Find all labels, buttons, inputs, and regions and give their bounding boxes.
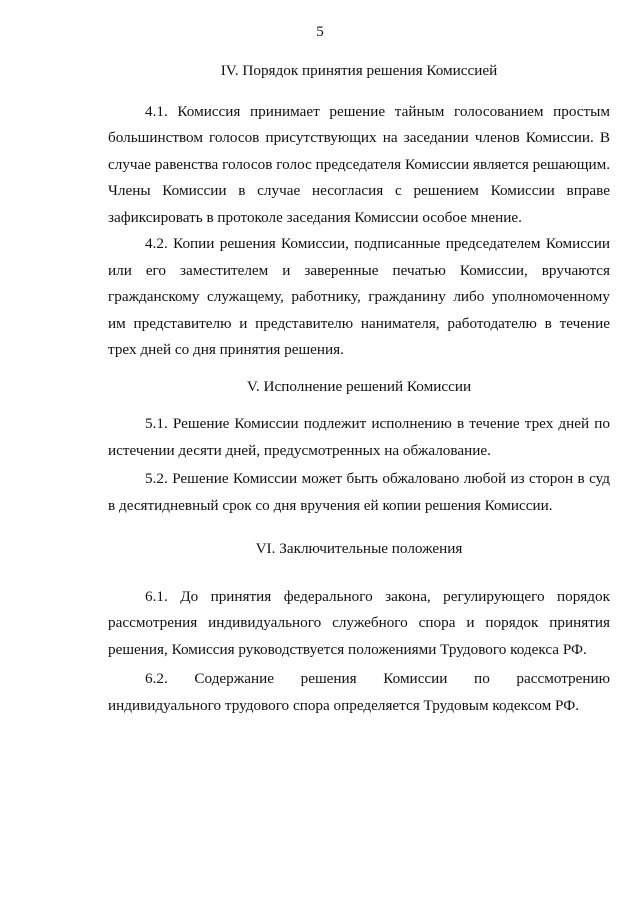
paragraph-4-1: 4.1. Комиссия принимает решение тайным голосованием простым большинством голосов присутствующих на заседании членов Комиссии. В случае равенства голосов голос председателя Комиссии является решающим. Члены Комиссии в случае несогласия с решением Комиссии вправе зафиксировать в протоколе заседания Комиссии особое мнение. <box>108 102 610 226</box>
section-heading-v: V. Исполнение решений Комиссии <box>246 377 472 395</box>
paragraph-6-2: 6.2. Содержание решения Комиссии по рассмотрению индивидуального трудового спора определяется Трудовым кодексом РФ. <box>108 670 610 714</box>
section-heading-vi: VI. Заключительные положения <box>255 540 463 557</box>
page-number: 5 <box>316 24 324 40</box>
section-heading-iv: IV. Порядок принятия решения Комиссией <box>220 62 498 79</box>
paragraph-6-1: 6.1. До принятия федерального закона, регулирующего порядок рассмотрения индивидуального служебного спора и порядок принятия решения, Комиссия руководствуется положениями Трудового кодекса РФ. <box>108 587 610 658</box>
document-body <box>108 58 610 719</box>
paragraph-5-2: 5.2. Решение Комиссии может быть обжаловано любой из сторон в суд в десятидневный срок со дня вручения ей копии решения Комиссии. <box>108 470 610 514</box>
paragraph-4-2: 4.2. Копии решения Комиссии, подписанные председателем Комиссии или его заместителем и заверенные печатью Комиссии, вручаются гражданскому служащему, работнику, гражданину либо уполномоченному им представителю и представителю нанимателя, работодателю в течение трех дней со дня принятия решения. <box>108 235 610 358</box>
paragraph-5-1: 5.1. Решение Комиссии подлежит исполнению в течение трех дней по истечении десяти дней, предусмотренных на обжалование. <box>108 415 610 459</box>
